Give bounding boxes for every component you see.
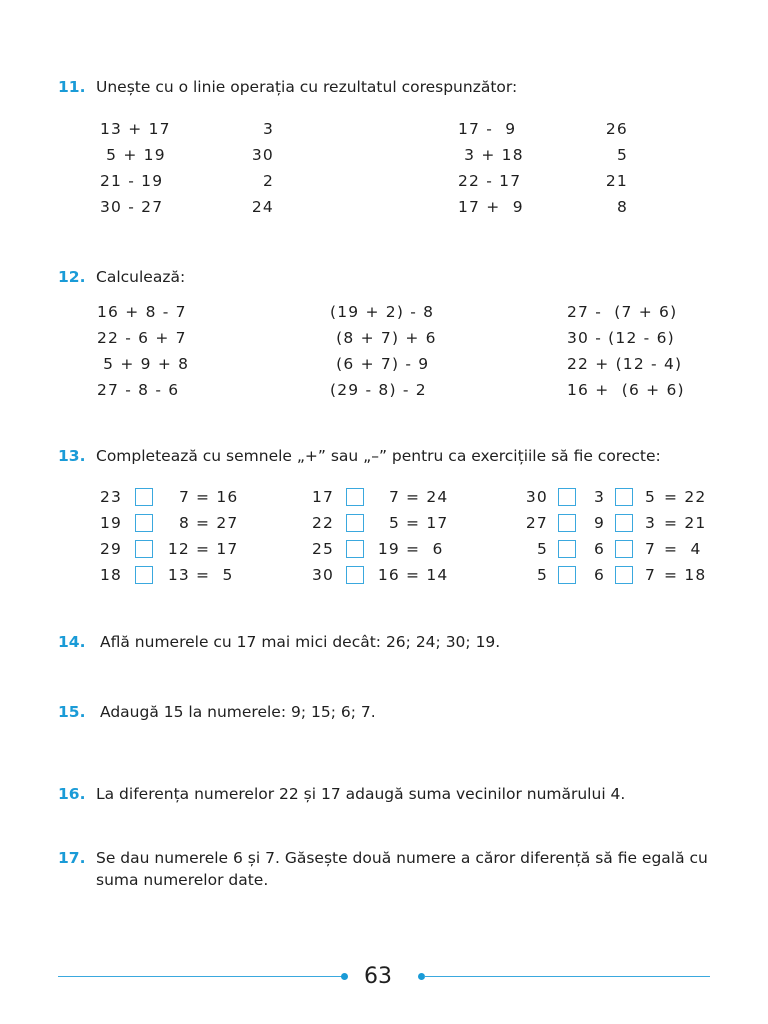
ex11-left-op-2: 5 + 19 (100, 146, 166, 164)
ex13-col2-a-3: 25 (312, 540, 335, 558)
ex11-right-op-4: 17 + 9 (458, 198, 524, 216)
ex13-col3-res-1: = 22 (664, 488, 707, 506)
exercise-17-instruction-line-2: suma numerelor date. (96, 871, 269, 889)
ex13-col2-b-2: 5 (388, 514, 400, 532)
exercise-17-instruction-line-1: Se dau numerele 6 și 7. Găsește două numere a căror diferență să fie egală cu (96, 849, 708, 867)
ex12-col2-row-4: (29 - 8) - 2 (330, 381, 427, 399)
ex12-col2-row-1: (19 + 2) - 8 (330, 303, 435, 321)
ex13-col3-c-3: 7 (644, 540, 656, 558)
ex13-col3-b-3: 6 (593, 540, 605, 558)
exercise-14-instruction: Află numerele cu 17 mai mici decât: 26; 24; 30; 19. (100, 633, 501, 651)
sign-blank-box[interactable] (135, 488, 153, 506)
ex12-col3-row-4: 16 + (6 + 6) (567, 381, 685, 399)
ex13-col1-res-2: = 27 (196, 514, 239, 532)
ex11-right-result-2: 5 (616, 146, 628, 164)
ex11-right-result-1: 26 (605, 120, 628, 138)
sign-blank-box[interactable] (135, 540, 153, 558)
ex13-col3-res-3: = 4 (664, 540, 702, 558)
sign-blank-box[interactable] (346, 566, 364, 584)
ex13-col1-res-1: = 16 (196, 488, 239, 506)
ex12-col3-row-3: 22 + (12 - 4) (567, 355, 683, 373)
ex13-col1-a-2: 19 (100, 514, 123, 532)
exercise-15-instruction: Adaugă 15 la numerele: 9; 15; 6; 7. (100, 703, 376, 721)
ex13-col1-res-3: = 17 (196, 540, 239, 558)
ex13-col2-b-4: 16 (377, 566, 400, 584)
sign-blank-box[interactable] (346, 540, 364, 558)
sign-blank-box[interactable] (558, 566, 576, 584)
exercise-11-number: 11. (58, 78, 86, 96)
exercise-17-number: 17. (58, 849, 86, 867)
sign-blank-box[interactable] (558, 514, 576, 532)
ex13-col2-a-1: 17 (312, 488, 335, 506)
sign-blank-box[interactable] (346, 514, 364, 532)
ex12-col1-row-3: 5 + 9 + 8 (97, 355, 190, 373)
sign-blank-box[interactable] (346, 488, 364, 506)
footer-rule-right (424, 976, 710, 977)
ex11-left-op-1: 13 + 17 (100, 120, 171, 138)
ex12-col2-row-2: (8 + 7) + 6 (330, 329, 437, 347)
ex11-left-result-1: 3 (262, 120, 274, 138)
ex13-col2-res-3: = 6 (406, 540, 444, 558)
ex13-col2-a-4: 30 (312, 566, 335, 584)
ex13-col3-a-2: 27 (525, 514, 548, 532)
ex11-right-result-3: 21 (605, 172, 628, 190)
ex13-col1-b-2: 8 (178, 514, 190, 532)
ex12-col3-row-1: 27 - (7 + 6) (567, 303, 678, 321)
footer-dot-left (341, 973, 348, 980)
ex13-col3-a-3: 5 (536, 540, 548, 558)
sign-blank-box[interactable] (558, 488, 576, 506)
sign-blank-box[interactable] (135, 514, 153, 532)
ex11-left-op-3: 21 - 19 (100, 172, 164, 190)
exercise-11-instruction: Unește cu o linie operația cu rezultatul corespunzător: (96, 78, 518, 96)
ex13-col3-res-2: = 21 (664, 514, 707, 532)
ex13-col1-b-3: 12 (167, 540, 190, 558)
sign-blank-box[interactable] (615, 566, 633, 584)
ex12-col3-row-2: 30 - (12 - 6) (567, 329, 675, 347)
footer-rule-left (58, 976, 345, 977)
ex13-col3-b-1: 3 (593, 488, 605, 506)
ex12-col1-row-2: 22 - 6 + 7 (97, 329, 187, 347)
exercise-16-number: 16. (58, 785, 86, 803)
ex13-col1-a-3: 29 (100, 540, 123, 558)
ex11-left-op-4: 30 - 27 (100, 198, 164, 216)
ex11-right-op-2: 3 + 18 (458, 146, 524, 164)
ex13-col2-res-1: = 24 (406, 488, 449, 506)
ex13-col2-res-2: = 17 (406, 514, 449, 532)
ex11-right-op-1: 17 - 9 (458, 120, 517, 138)
sign-blank-box[interactable] (615, 540, 633, 558)
ex13-col3-a-4: 5 (536, 566, 548, 584)
ex13-col2-b-1: 7 (388, 488, 400, 506)
exercise-13-number: 13. (58, 447, 86, 465)
exercise-16-instruction: La diferența numerelor 22 și 17 adaugă suma vecinilor numărului 4. (96, 785, 626, 803)
ex13-col2-a-2: 22 (312, 514, 335, 532)
ex13-col3-res-4: = 18 (664, 566, 707, 584)
ex13-col3-c-4: 7 (644, 566, 656, 584)
sign-blank-box[interactable] (615, 514, 633, 532)
ex13-col1-a-4: 18 (100, 566, 123, 584)
exercise-12-number: 12. (58, 268, 86, 286)
ex13-col1-res-4: = 5 (196, 566, 234, 584)
sign-blank-box[interactable] (615, 488, 633, 506)
ex12-col1-row-4: 27 - 8 - 6 (97, 381, 180, 399)
ex13-col3-b-4: 6 (593, 566, 605, 584)
exercise-15-number: 15. (58, 703, 86, 721)
ex11-left-result-2: 30 (251, 146, 274, 164)
ex13-col2-b-3: 19 (377, 540, 400, 558)
sign-blank-box[interactable] (135, 566, 153, 584)
ex13-col1-b-4: 13 (167, 566, 190, 584)
ex13-col3-a-1: 30 (525, 488, 548, 506)
exercise-12-instruction: Calculează: (96, 268, 186, 286)
ex13-col1-a-1: 23 (100, 488, 123, 506)
page-number: 63 (364, 964, 392, 989)
ex12-col1-row-1: 16 + 8 - 7 (97, 303, 187, 321)
ex11-left-result-4: 24 (251, 198, 274, 216)
sign-blank-box[interactable] (558, 540, 576, 558)
ex12-col2-row-3: (6 + 7) - 9 (330, 355, 430, 373)
ex13-col3-c-2: 3 (644, 514, 656, 532)
ex11-right-result-4: 8 (616, 198, 628, 216)
ex11-right-op-3: 22 - 17 (458, 172, 522, 190)
ex13-col1-b-1: 7 (178, 488, 190, 506)
exercise-14-number: 14. (58, 633, 86, 651)
ex11-left-result-3: 2 (262, 172, 274, 190)
exercise-13-instruction: Completează cu semnele „+” sau „–” pentru ca exercițiile să fie corecte: (96, 447, 661, 465)
ex13-col3-c-1: 5 (644, 488, 656, 506)
ex13-col3-b-2: 9 (593, 514, 605, 532)
ex13-col2-res-4: = 14 (406, 566, 449, 584)
